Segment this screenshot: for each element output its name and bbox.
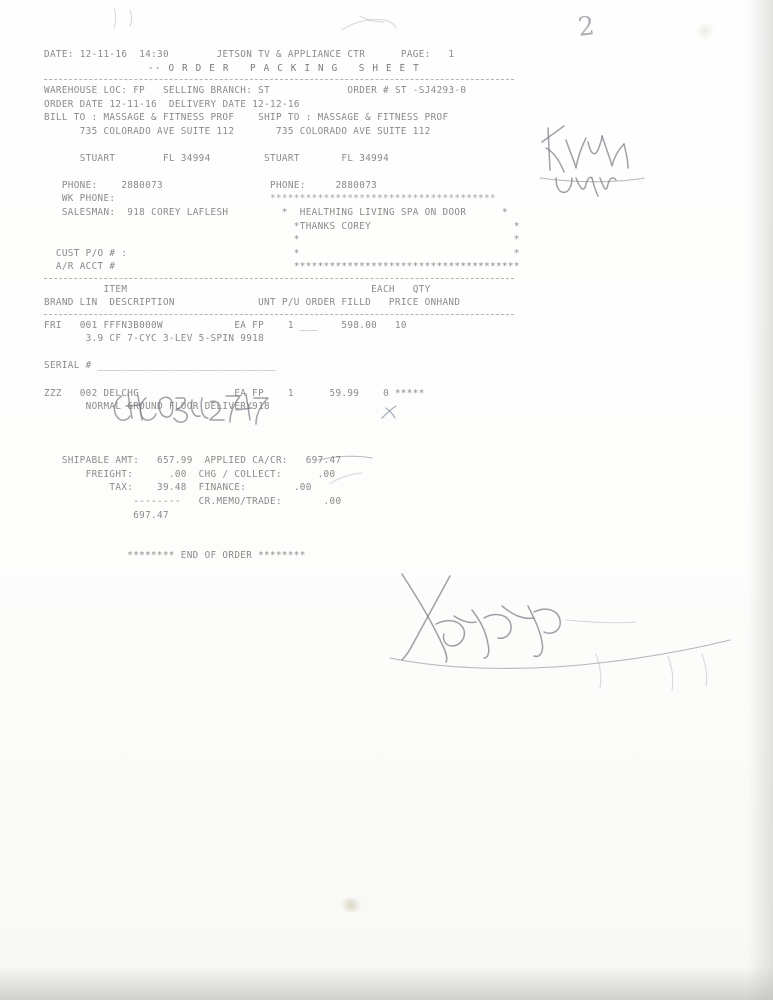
note-line-2-row xyxy=(44,220,520,234)
row1-item: FFFN3B000W xyxy=(103,319,163,331)
row2-onhand: 0 xyxy=(383,387,390,399)
note-box-top-border: ************************************** xyxy=(270,193,497,205)
time-value: 14:30 xyxy=(139,49,169,60)
ship-phone-value: 2880073 xyxy=(335,179,378,191)
ship-to-city: STUART xyxy=(264,152,300,164)
handwritten-scribble-top xyxy=(340,12,400,36)
end-of-order: ******** END OF ORDER ******** xyxy=(127,550,306,562)
tax-label: TAX: xyxy=(109,482,134,494)
note-box-line-4: * * xyxy=(293,247,520,259)
spacer-3 xyxy=(44,346,514,360)
handwritten-tick-top xyxy=(110,6,150,30)
spacer-5 xyxy=(44,414,514,428)
total-value: 697.47 xyxy=(133,509,169,521)
bill-phone-value: 2880073 xyxy=(121,179,163,191)
bill-phone-label: PHONE: xyxy=(61,179,98,191)
cust-po-label: CUST P/O # : xyxy=(55,247,128,259)
bill-ship-name-line xyxy=(44,111,514,125)
chg-collect-value: .00 xyxy=(317,468,336,480)
note-box-line-3: * * xyxy=(293,234,520,246)
warehouse-loc-label: WAREHOUSE LOC: xyxy=(44,85,128,97)
shipable-amt-value: 657.99 xyxy=(157,455,193,467)
row1-lin: 001 xyxy=(79,319,98,331)
freight-label: FREIGHT: xyxy=(85,468,134,480)
spacer-6 xyxy=(44,427,514,441)
cr-memo-trade-value: .00 xyxy=(323,495,342,507)
phone-line xyxy=(44,179,514,193)
company-name: JETSON TV & APPLIANCE CTR xyxy=(216,49,366,60)
order-number-value: ST -SJ4293-0 xyxy=(394,85,467,97)
document-title-line xyxy=(44,62,514,76)
table-row xyxy=(44,387,514,401)
row2-ordered: 1 xyxy=(287,387,294,399)
order-date-line xyxy=(44,98,514,112)
salesman-value: 918 COREY LAFLESH xyxy=(127,207,229,219)
tax-value: 39.48 xyxy=(157,482,187,494)
finance-value: .00 xyxy=(293,482,312,494)
bill-to-state: FL xyxy=(162,152,175,164)
totals-grand-line xyxy=(44,509,514,523)
handwritten-name-mark xyxy=(540,122,660,202)
wk-phone-line xyxy=(44,192,514,206)
header-date-line xyxy=(44,48,514,62)
ship-to-zip: 34994 xyxy=(359,152,390,164)
document-title: O R D E R P A C K I N G S H E E T xyxy=(168,62,420,74)
title-dashes: -- xyxy=(148,62,162,74)
serial-label: SERIAL # xyxy=(44,360,92,372)
row2-extra: ***** xyxy=(394,387,425,399)
divider-items xyxy=(44,278,514,279)
row1-ordered: 1 xyxy=(287,319,294,331)
paper-smudge-bottom xyxy=(338,898,364,912)
applied-cacr-value: 697.47 xyxy=(305,455,342,467)
ship-to-label: SHIP TO : xyxy=(258,112,312,124)
date-label: DATE: xyxy=(44,49,74,60)
handwritten-signature xyxy=(388,562,733,682)
divider-top xyxy=(44,79,514,80)
bill-ship-city-line xyxy=(44,152,514,166)
table-header-line-2: BRAND LIN DESCRIPTION UNT P/U ORDER FILLD PRICE ONHAND xyxy=(44,297,461,309)
bill-ship-address-line xyxy=(44,125,514,139)
ar-acct-label: A/R ACCT # xyxy=(55,261,116,273)
spacer-8 xyxy=(44,522,514,536)
paper-smudge-top-right xyxy=(694,22,716,40)
warehouse-line xyxy=(44,84,514,98)
row1-description: 3.9 CF 7-CYC 3-LEV 5-SPIN 9918 xyxy=(85,333,265,345)
serial-line: SERIAL # ______________________________ xyxy=(44,360,276,372)
handwritten-page-number: 2 xyxy=(576,11,597,43)
selling-branch-label: SELLING BRANCH: xyxy=(162,85,253,97)
totals-shipable-line xyxy=(44,454,514,468)
spacer-2 xyxy=(44,165,514,179)
row2-lin: 002 xyxy=(79,387,98,399)
order-date-label: ORDER DATE xyxy=(44,98,104,110)
delivery-date-value: 12-12-16 xyxy=(252,98,300,110)
selling-branch-value: ST xyxy=(258,85,271,97)
row2-brand: ZZZ xyxy=(44,387,62,399)
row2-description: NORMAL GROUND FLOOR DELIVERY918 xyxy=(85,401,271,413)
note-box-bottom-border: ************************************** xyxy=(293,261,520,273)
row1-price: 598.00 xyxy=(341,319,378,331)
row1-unit: EA FP xyxy=(234,319,265,331)
applied-cacr-label: APPLIED CA/CR: xyxy=(204,455,288,467)
row2-item: DELCHG xyxy=(103,387,140,399)
salesman-line xyxy=(44,206,514,220)
bill-to-city: STUART xyxy=(79,152,116,164)
row2-unit: EA FP xyxy=(234,387,265,399)
ship-to-address: 735 COLORADO AVE SUITE 112 xyxy=(275,125,431,137)
row1-description-line xyxy=(44,332,514,346)
row2-price: 59.99 xyxy=(329,387,360,399)
row2-description-line xyxy=(44,400,514,414)
wk-phone-label: WK PHONE: xyxy=(61,193,116,205)
spacer-4 xyxy=(44,373,514,387)
table-row: FRI 001 FFFN3B000W EA FP 1 ___ 598.00 10 xyxy=(44,319,407,331)
totals-freight-line xyxy=(44,468,514,482)
bill-to-name: MASSAGE & FITNESS PROF xyxy=(103,112,235,124)
totals-separator-line xyxy=(44,495,514,509)
bill-to-address: 735 COLORADO AVE SUITE 112 xyxy=(79,125,235,137)
table-header-line-1: ITEM EACH QTY xyxy=(44,283,431,295)
end-of-order-line xyxy=(44,549,514,563)
finance-label: FINANCE: xyxy=(198,482,247,494)
spacer-9 xyxy=(44,536,514,550)
row1-onhand: 10 xyxy=(394,319,407,331)
warehouse-loc-value: FP xyxy=(133,85,146,97)
spacer-7 xyxy=(44,441,514,455)
order-number-label: ORDER # xyxy=(347,85,390,97)
bill-to-zip: 34994 xyxy=(180,152,211,164)
divider-items-2 xyxy=(44,314,514,315)
spacer-1 xyxy=(44,138,514,152)
note-box-line-1: * HEALTHING LIVING SPA ON DOOR * xyxy=(281,207,508,219)
page-label: PAGE: xyxy=(400,49,431,60)
shipable-amt-label: SHIPABLE AMT: xyxy=(61,455,140,467)
freight-value: .00 xyxy=(168,468,187,480)
packing-sheet-body xyxy=(44,48,520,563)
salesman-label: SALESMAN: xyxy=(61,207,116,219)
ar-acct-line xyxy=(44,260,520,274)
bill-to-label: BILL TO : xyxy=(44,112,98,124)
cr-memo-trade-label: CR.MEMO/TRADE: xyxy=(198,495,282,507)
page-value: 1 xyxy=(448,49,455,60)
order-date-value: 12-11-16 xyxy=(109,98,158,110)
delivery-date-label: DELIVERY DATE xyxy=(168,98,247,110)
ship-to-state: FL xyxy=(341,152,354,164)
date-value: 12-11-16 xyxy=(79,49,128,60)
cust-po-line xyxy=(44,247,520,261)
ship-phone-label: PHONE: xyxy=(270,179,306,191)
note-box-line-2: *THANKS COREY * xyxy=(293,220,520,232)
chg-collect-label: CHG / COLLECT: xyxy=(198,468,282,480)
ship-to-name: MASSAGE & FITNESS PROF xyxy=(317,112,449,124)
row1-brand: FRI xyxy=(44,319,62,331)
totals-tax-line xyxy=(44,481,514,495)
note-line-3-row xyxy=(44,233,520,247)
handwritten-marks-faint xyxy=(590,652,720,692)
totals-separator: -------- xyxy=(133,495,181,507)
